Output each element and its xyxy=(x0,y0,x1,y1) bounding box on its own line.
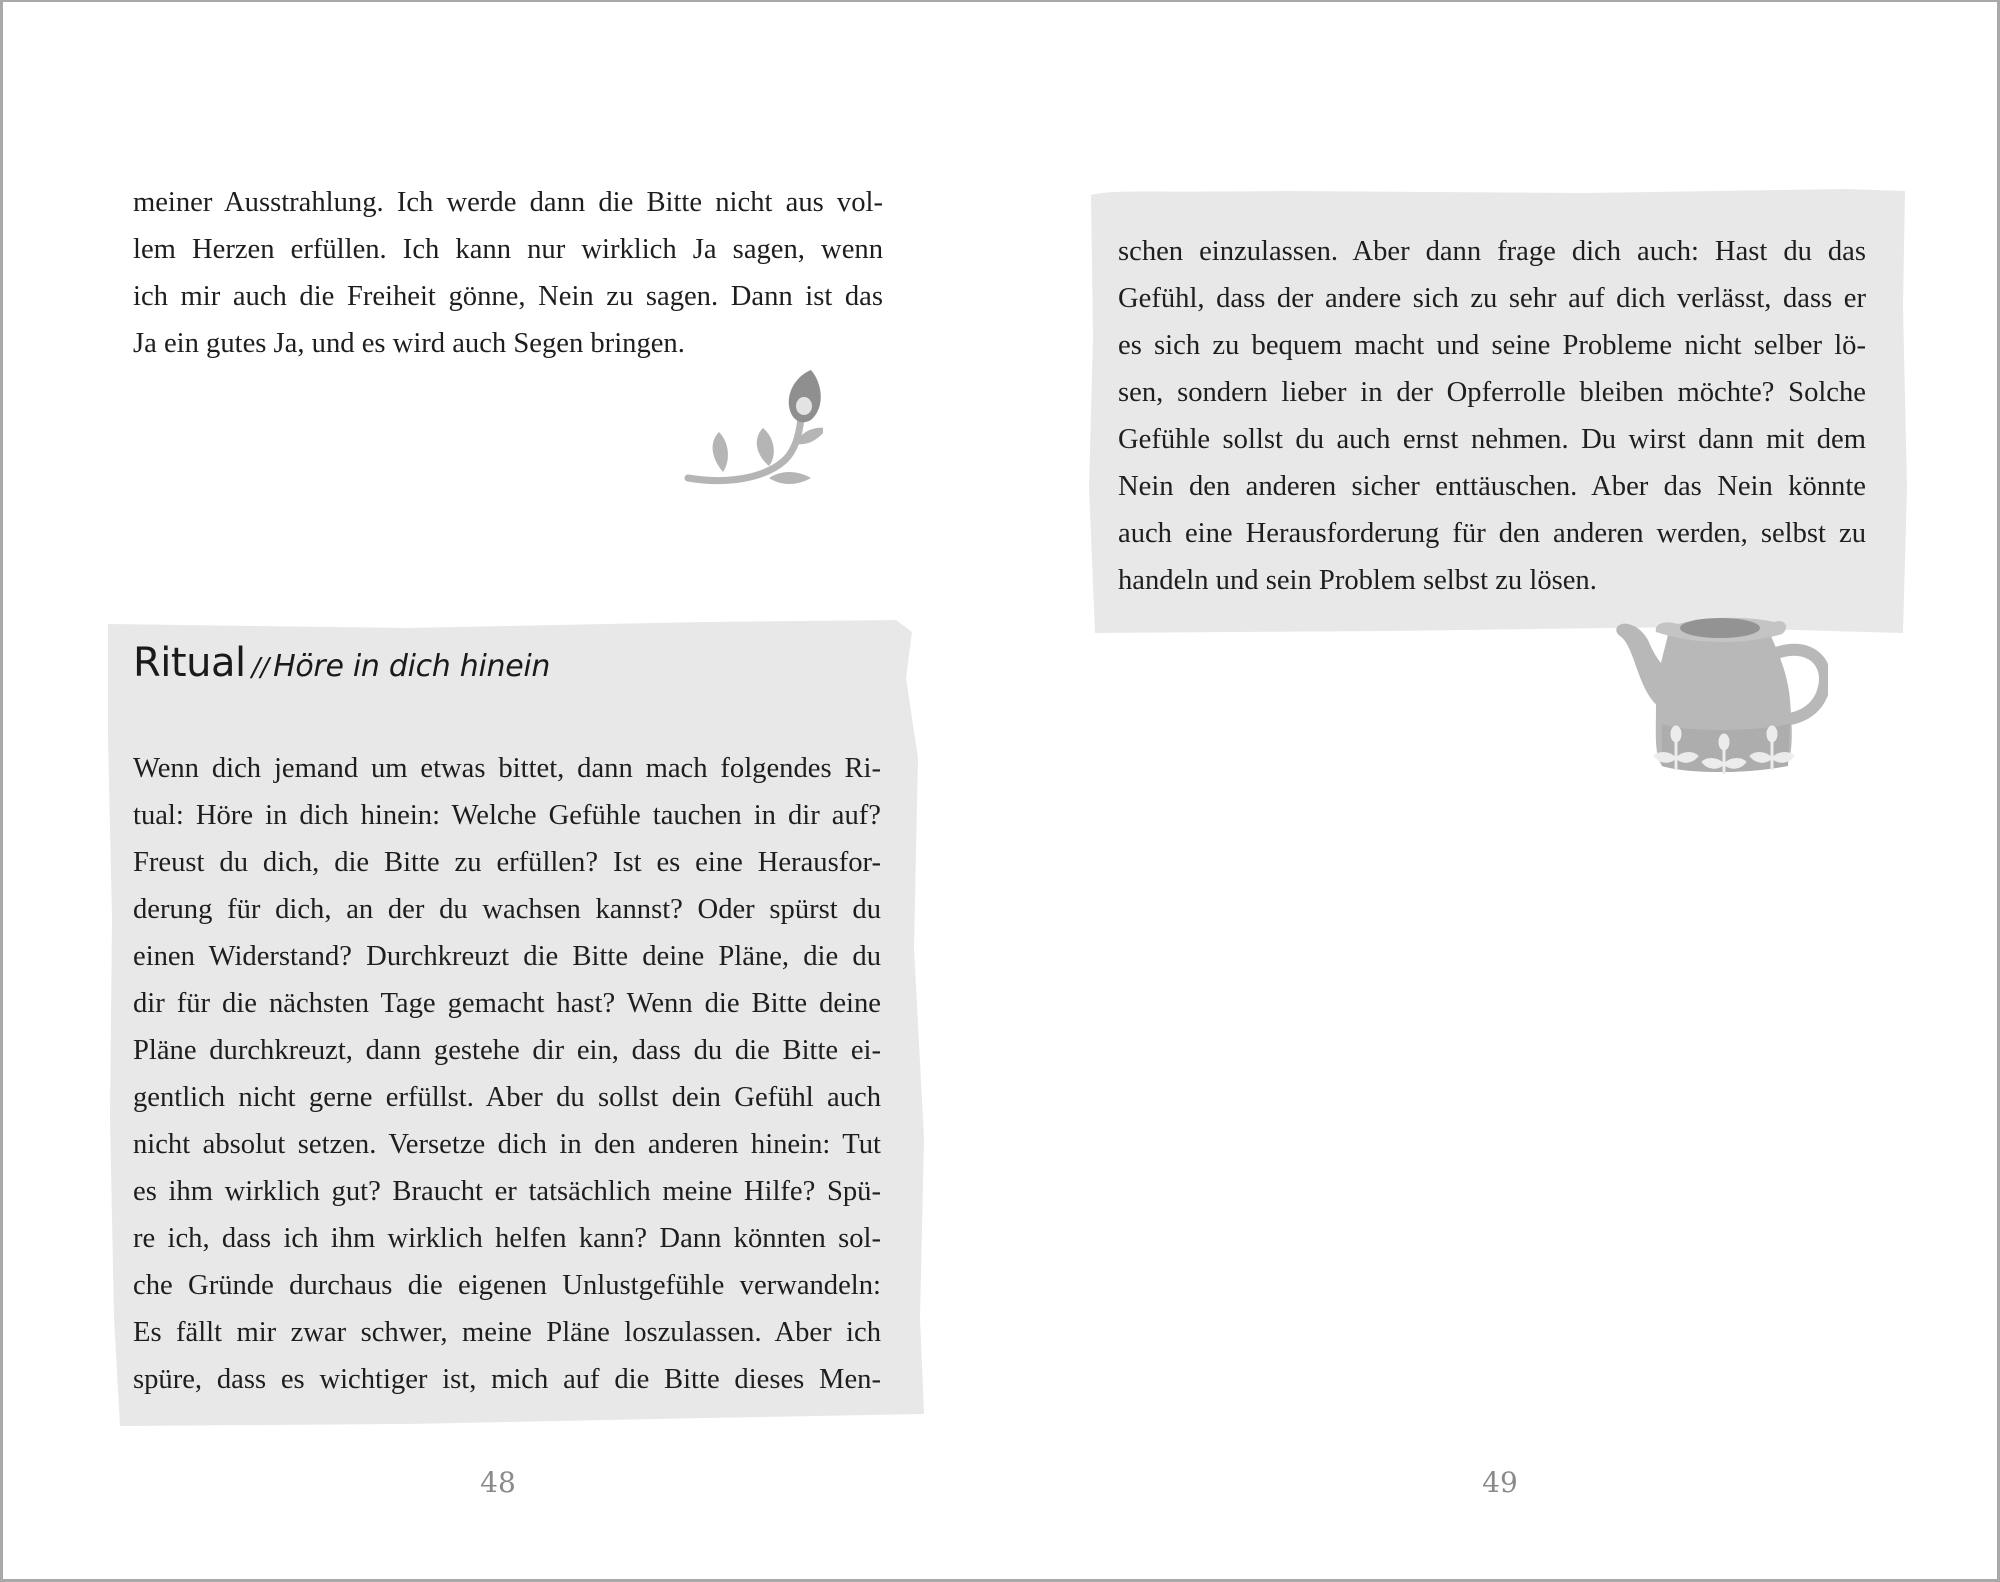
text-line: Es fällt mir zwar schwer, meine Pläne loszulassen. Aber ich xyxy=(133,1317,881,1348)
text-line: auch eine Herausforderung für den anderen werden, selbst zu xyxy=(1118,518,1866,549)
ritual-heading xyxy=(133,640,550,686)
text-line: Freust du dich, die Bitte zu erfüllen? Ist es eine Herausfor- xyxy=(133,847,881,878)
text-line: Gefühl, dass der andere sich zu sehr auf dich verlässt, dass er xyxy=(1118,283,1866,314)
text-line: meiner Ausstrahlung. Ich werde dann die Bitte nicht aus vol- xyxy=(133,187,883,218)
text-line: schen einzulassen. Aber dann frage dich auch: Hast du das xyxy=(1118,236,1866,267)
text-line: Nein den anderen sicher enttäuschen. Aber das Nein könnte xyxy=(1118,471,1866,502)
teapot-icon xyxy=(1598,604,1828,776)
flower-sprig-icon xyxy=(683,362,823,492)
page-number-left: 48 xyxy=(480,1466,516,1499)
text-line: derung für dich, an der du wachsen kannst? Oder spürst du xyxy=(133,894,881,925)
text-line: tual: Höre in dich hinein: Welche Gefühle tauchen in dir auf? xyxy=(133,800,881,831)
text-line: Wenn dich jemand um etwas bittet, dann mach folgendes Ri- xyxy=(133,753,881,784)
ritual-subtitle: Höre in dich hinein xyxy=(273,649,551,684)
page-number-right: 49 xyxy=(1482,1466,1518,1499)
text-line: es sich zu bequem macht und seine Probleme nicht selber lö- xyxy=(1118,330,1866,361)
text-line: re ich, dass ich ihm wirklich helfen kann? Dann könnten sol- xyxy=(133,1223,881,1254)
text-line: gentlich nicht gerne erfüllst. Aber du sollst dein Gefühl auch xyxy=(133,1082,881,1113)
title-separator: // xyxy=(251,653,270,683)
ritual-title: Ritual xyxy=(133,640,246,686)
intro-paragraph xyxy=(133,179,883,367)
ritual-paragraph xyxy=(133,745,881,1403)
text-line: sen, sondern lieber in der Opferrolle bleiben möchte? Solche xyxy=(1118,377,1866,408)
text-line: dir für die nächsten Tage gemacht hast? Wenn die Bitte deine xyxy=(133,988,881,1019)
text-line: Pläne durchkreuzt, dann gestehe dir ein, dass du die Bitte ei- xyxy=(133,1035,881,1066)
text-line: lem Herzen erfüllen. Ich kann nur wirklich Ja sagen, wenn xyxy=(133,234,883,265)
text-line: ich mir auch die Freiheit gönne, Nein zu sagen. Dann ist das xyxy=(133,281,883,312)
text-line: nicht absolut setzen. Versetze dich in den anderen hinein: Tut xyxy=(133,1129,881,1160)
text-line: che Gründe durchaus die eigenen Unlustgefühle verwandeln: xyxy=(133,1270,881,1301)
text-line: Ja ein gutes Ja, und es wird auch Segen bringen. xyxy=(133,328,685,359)
text-line: handeln und sein Problem selbst zu lösen. xyxy=(1118,565,1597,596)
continued-paragraph xyxy=(1118,228,1866,604)
text-line: Gefühle sollst du auch ernst nehmen. Du wirst dann mit dem xyxy=(1118,424,1866,455)
text-line: spüre, dass es wichtiger ist, mich auf die Bitte dieses Men- xyxy=(133,1364,881,1395)
text-line: einen Widerstand? Durchkreuzt die Bitte deine Pläne, die du xyxy=(133,941,881,972)
text-line: es ihm wirklich gut? Braucht er tatsächlich meine Hilfe? Spü- xyxy=(133,1176,881,1207)
